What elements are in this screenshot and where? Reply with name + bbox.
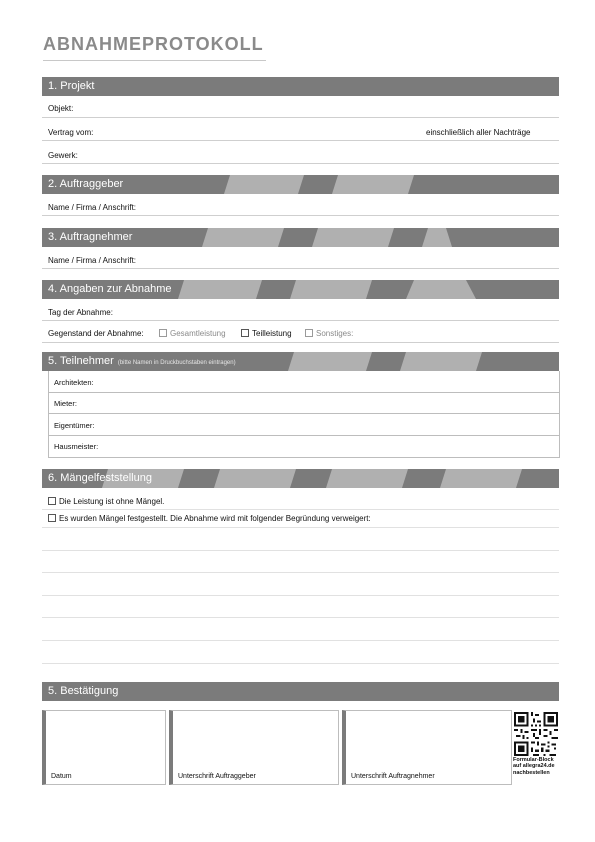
begruendung-line[interactable] [42,572,559,573]
begruendung-line[interactable] [42,617,559,618]
participant-row[interactable] [49,414,559,436]
participant-row[interactable] [49,392,559,414]
qr-code-icon [514,712,558,756]
tag-field[interactable] [42,320,559,321]
checkbox[interactable] [48,514,56,522]
section-title: 4. Angaben zur Abnahme [48,283,172,295]
begruendung-line[interactable] [42,663,559,664]
section-title: 5. Bestätigung [48,685,119,697]
section-header-auftragnehmer [42,228,559,247]
participant-row[interactable] [49,435,559,456]
box-label: Datum [51,773,72,780]
participant-label: Mieter: [54,399,77,408]
option-label: Die Leistung ist ohne Mängel. [59,497,165,506]
section-title-text: 5. Teilnehmer [48,355,114,367]
section-header-auftraggeber [42,175,559,194]
option-ohne-maengel[interactable] [48,497,164,506]
section-hint: (bitte Namen in Druckbuchstaben eintragen) [117,360,236,366]
section-header-teilnehmer [42,352,559,371]
vertrag-label: Vertrag vom: [48,128,94,137]
begruendung-line[interactable] [42,640,559,641]
objekt-field[interactable] [42,117,559,118]
begruendung-line[interactable] [42,595,559,596]
box-label: Unterschrift Auftraggeber [178,773,256,780]
qr-caption-line: Formular-Block [513,757,554,763]
divider [42,509,559,510]
box-label: Unterschrift Auftragnehmer [351,773,435,780]
section-title: 2. Auftraggeber [48,178,124,190]
option-teilleistung[interactable] [241,329,292,338]
checkbox[interactable] [48,497,56,505]
participants-table [48,371,560,458]
section-title [48,355,236,367]
datum-box[interactable] [42,710,166,785]
title-underline [43,60,266,61]
page-title: ABNAHMEPROTOKOLL [43,34,264,54]
nachtraege-label: einschließlich aller Nachträge [426,128,531,137]
gewerk-label: Gewerk: [48,151,78,160]
checkbox[interactable] [305,329,313,337]
vertrag-field[interactable] [42,140,559,141]
section-header-maengel [42,469,559,488]
section-header-bestaetigung [42,682,559,701]
participant-row[interactable] [49,371,559,393]
section-title: 1. Projekt [48,80,95,92]
tag-label: Tag der Abnahme: [48,308,113,317]
gegenstand-label: Gegenstand der Abnahme: [48,329,144,338]
signature-auftragnehmer-box[interactable] [342,710,512,785]
gewerk-field[interactable] [42,163,559,164]
signature-auftraggeber-box[interactable] [169,710,339,785]
auftragnehmer-name-field[interactable] [42,268,559,269]
option-label: Gesamtleistung [170,329,226,338]
qr-caption [513,757,555,776]
checkbox[interactable] [241,329,249,337]
option-gesamtleistung[interactable] [159,329,226,338]
begruendung-line[interactable] [42,550,559,551]
auftraggeber-name-label: Name / Firma / Anschrift: [48,203,137,212]
option-label: Es wurden Mängel festgestellt. Die Abnahme wird mit folgender Begründung verweigert: [59,514,371,523]
begruendung-line[interactable] [42,527,559,528]
gegenstand-field[interactable] [42,342,559,343]
qr-caption-line: nachbestellen [513,769,550,776]
objekt-label: Objekt: [48,104,74,113]
section-title: 3. Auftragnehmer [48,231,133,243]
section-header-projekt [42,77,559,96]
section-header-abnahme [42,280,559,299]
auftragnehmer-name-label: Name / Firma / Anschrift: [48,256,137,265]
section-title: 6. Mängelfeststellung [48,472,152,484]
option-maengel-festgestellt[interactable] [48,514,371,523]
participant-label: Eigentümer: [54,421,95,430]
option-sonstiges[interactable] [305,329,353,338]
option-label: Teilleistung [252,329,292,338]
checkbox[interactable] [159,329,167,337]
participant-label: Hausmeister: [54,442,99,451]
auftraggeber-name-field[interactable] [42,215,559,216]
qr-caption-line: auf allegra24.de [513,763,555,770]
option-label: Sonstiges: [316,329,354,338]
participant-label: Architekten: [54,378,94,387]
